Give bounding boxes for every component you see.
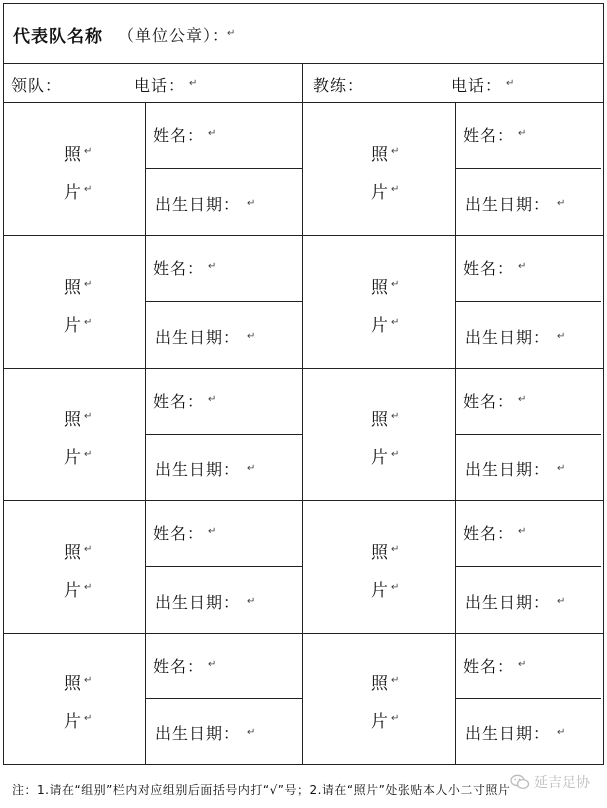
return-mark-icon: ↵ bbox=[247, 726, 256, 738]
photo-char: 片 bbox=[371, 581, 388, 601]
leader-label: 领队： bbox=[11, 76, 63, 95]
birth-date-label: 出生日期： bbox=[155, 592, 241, 612]
photo-char: 片 bbox=[64, 712, 81, 732]
name-label: 姓名： bbox=[153, 524, 205, 543]
name-field bbox=[146, 369, 302, 435]
birth-date-label: 出生日期： bbox=[465, 460, 551, 479]
coach-phone-label: 电话： bbox=[451, 76, 503, 95]
name-field bbox=[146, 103, 302, 169]
return-mark-icon: ↵ bbox=[247, 197, 256, 209]
return-mark-icon: ↵ bbox=[227, 28, 236, 39]
name-field bbox=[456, 501, 601, 567]
photo-char: 片 bbox=[64, 316, 81, 336]
photo-char: 照 bbox=[64, 543, 81, 563]
leader-phone-label: 电话： bbox=[134, 76, 186, 95]
team-name-row bbox=[4, 4, 603, 64]
return-mark-icon: ↵ bbox=[391, 544, 400, 555]
return-mark-icon: ↵ bbox=[557, 595, 566, 607]
return-mark-icon: ↵ bbox=[391, 184, 400, 195]
contact-row bbox=[4, 64, 603, 103]
name-field bbox=[146, 236, 302, 302]
name-field bbox=[456, 634, 601, 699]
birth-date-label: 出生日期： bbox=[155, 327, 241, 347]
photo-box bbox=[302, 501, 456, 633]
return-mark-icon: ↵ bbox=[189, 78, 198, 89]
return-mark-icon: ↵ bbox=[84, 713, 93, 724]
return-mark-icon: ↵ bbox=[518, 128, 527, 139]
team-name-label: 代表队名称 bbox=[13, 27, 103, 47]
return-mark-icon: ↵ bbox=[391, 279, 400, 290]
return-mark-icon: ↵ bbox=[518, 658, 527, 670]
contact-divider bbox=[302, 64, 303, 102]
return-mark-icon: ↵ bbox=[84, 449, 93, 460]
player-row bbox=[4, 501, 603, 634]
birth-date-label: 出生日期： bbox=[465, 327, 551, 347]
photo-char: 片 bbox=[64, 581, 81, 601]
birth-date-field bbox=[146, 435, 302, 501]
return-mark-icon: ↵ bbox=[84, 146, 93, 157]
return-mark-icon: ↵ bbox=[84, 411, 93, 422]
return-mark-icon: ↵ bbox=[247, 595, 256, 607]
name-label: 姓名： bbox=[463, 524, 515, 543]
return-mark-icon: ↵ bbox=[84, 184, 93, 195]
birth-date-field bbox=[456, 435, 601, 501]
photo-char: 照 bbox=[371, 278, 388, 298]
birth-date-label: 出生日期： bbox=[155, 194, 241, 214]
photo-box bbox=[302, 236, 456, 368]
official-seal-label: （单位公章）： bbox=[118, 26, 230, 45]
player-row bbox=[4, 634, 603, 764]
return-mark-icon: ↵ bbox=[84, 582, 93, 593]
footer-note: 注：1.请在“组别”栏内对应组别后面括号内打“√”号；2.请在“照片”处张贴本人小二寸照片 bbox=[12, 783, 511, 797]
return-mark-icon: ↵ bbox=[247, 330, 256, 342]
return-mark-icon: ↵ bbox=[208, 261, 217, 272]
photo-char: 照 bbox=[371, 410, 388, 430]
return-mark-icon: ↵ bbox=[557, 463, 566, 474]
photo-char: 片 bbox=[64, 448, 81, 468]
birth-date-field bbox=[146, 567, 302, 634]
photo-char: 照 bbox=[64, 145, 81, 165]
photo-char: 照 bbox=[64, 278, 81, 298]
birth-date-field bbox=[456, 699, 601, 764]
photo-box bbox=[4, 103, 146, 235]
return-mark-icon: ↵ bbox=[84, 317, 93, 328]
birth-date-label: 出生日期： bbox=[465, 592, 551, 612]
return-mark-icon: ↵ bbox=[391, 582, 400, 593]
name-label: 姓名： bbox=[153, 126, 205, 145]
return-mark-icon: ↵ bbox=[84, 675, 93, 686]
photo-char: 照 bbox=[64, 674, 81, 694]
player-row bbox=[4, 369, 603, 501]
name-label: 姓名： bbox=[463, 126, 515, 145]
photo-box bbox=[4, 634, 146, 764]
birth-date-field bbox=[456, 302, 601, 369]
watermark-text: 延吉足协 bbox=[534, 775, 590, 791]
name-field bbox=[146, 634, 302, 699]
coach-label: 教练： bbox=[313, 76, 365, 95]
photo-char: 片 bbox=[371, 448, 388, 468]
name-label: 姓名： bbox=[463, 259, 515, 278]
photo-box bbox=[302, 634, 456, 764]
photo-char: 片 bbox=[64, 183, 81, 203]
return-mark-icon: ↵ bbox=[208, 658, 217, 670]
return-mark-icon: ↵ bbox=[391, 675, 400, 686]
photo-char: 片 bbox=[371, 183, 388, 203]
photo-char: 片 bbox=[371, 712, 388, 732]
birth-date-field bbox=[456, 169, 601, 236]
photo-box bbox=[302, 369, 456, 500]
return-mark-icon: ↵ bbox=[518, 526, 527, 537]
return-mark-icon: ↵ bbox=[208, 526, 217, 537]
player-row bbox=[4, 236, 603, 369]
name-field bbox=[456, 369, 601, 435]
photo-box bbox=[4, 236, 146, 368]
player-row bbox=[4, 103, 603, 236]
name-label: 姓名： bbox=[153, 656, 205, 676]
birth-date-label: 出生日期： bbox=[465, 723, 551, 743]
wechat-logo-icon bbox=[510, 774, 530, 790]
registration-table bbox=[3, 3, 604, 765]
return-mark-icon: ↵ bbox=[247, 463, 256, 474]
watermark bbox=[510, 772, 590, 792]
name-label: 姓名： bbox=[463, 656, 515, 676]
return-mark-icon: ↵ bbox=[84, 279, 93, 290]
name-label: 姓名： bbox=[153, 392, 205, 411]
return-mark-icon: ↵ bbox=[557, 197, 566, 209]
return-mark-icon: ↵ bbox=[557, 330, 566, 342]
name-label: 姓名： bbox=[463, 392, 515, 411]
photo-char: 片 bbox=[371, 316, 388, 336]
birth-date-field bbox=[146, 169, 302, 236]
name-field bbox=[456, 103, 601, 169]
name-field bbox=[456, 236, 601, 302]
photo-char: 照 bbox=[64, 410, 81, 430]
photo-box bbox=[4, 501, 146, 633]
photo-box bbox=[4, 369, 146, 500]
photo-box bbox=[302, 103, 456, 235]
birth-date-field bbox=[146, 699, 302, 764]
return-mark-icon: ↵ bbox=[518, 261, 527, 272]
return-mark-icon: ↵ bbox=[208, 394, 217, 405]
photo-char: 照 bbox=[371, 543, 388, 563]
player-grid bbox=[4, 103, 603, 764]
name-field bbox=[146, 501, 302, 567]
return-mark-icon: ↵ bbox=[506, 78, 515, 89]
return-mark-icon: ↵ bbox=[391, 411, 400, 422]
return-mark-icon: ↵ bbox=[391, 713, 400, 724]
photo-char: 照 bbox=[371, 674, 388, 694]
name-label: 姓名： bbox=[153, 259, 205, 278]
return-mark-icon: ↵ bbox=[518, 394, 527, 405]
return-mark-icon: ↵ bbox=[391, 317, 400, 328]
birth-date-field bbox=[456, 567, 601, 634]
birth-date-label: 出生日期： bbox=[155, 723, 241, 743]
return-mark-icon: ↵ bbox=[391, 146, 400, 157]
return-mark-icon: ↵ bbox=[557, 726, 566, 738]
birth-date-label: 出生日期： bbox=[155, 460, 241, 479]
birth-date-field bbox=[146, 302, 302, 369]
birth-date-label: 出生日期： bbox=[465, 194, 551, 214]
return-mark-icon: ↵ bbox=[391, 449, 400, 460]
return-mark-icon: ↵ bbox=[84, 544, 93, 555]
return-mark-icon: ↵ bbox=[208, 128, 217, 139]
photo-char: 照 bbox=[371, 145, 388, 165]
